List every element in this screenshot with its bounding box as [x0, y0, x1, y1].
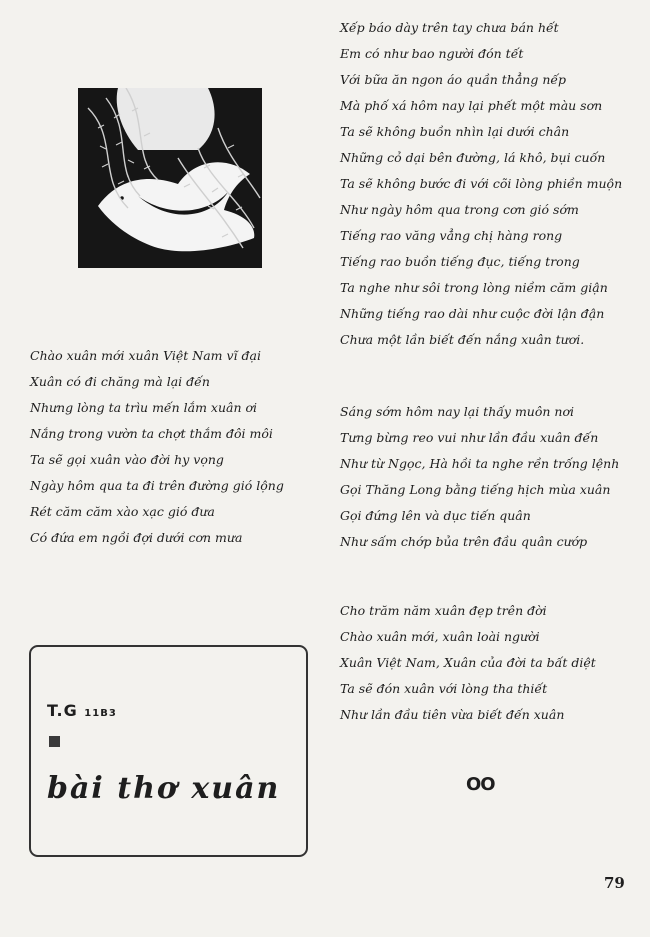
square-bullet-icon [49, 736, 60, 747]
poem-line: Tiếng rao văng vẳng chị hàng rong [340, 228, 563, 243]
poem-line: Ngày hôm qua ta đi trên đường gió lộng [30, 478, 284, 493]
poem-line: Có đứa em ngồi đợi dưới cơn mưa [30, 530, 243, 545]
poem-line: Mà phố xá hôm nay lại phết một màu sơn [340, 98, 603, 113]
poem-line: Như ngày hôm qua trong cơn gió sớm [340, 202, 579, 217]
poem-line: Xuân có đi chăng mà lại đến [30, 374, 210, 389]
poem-line: Gọi đứng lên và dục tiến quân [340, 508, 531, 523]
author-label [47, 701, 117, 720]
author-name: T.G [47, 701, 78, 720]
poem-line: Những tiếng rao dài như cuộc đời lận đận [340, 306, 605, 321]
poem-line: Với bữa ăn ngon áo quần thẳng nếp [340, 72, 567, 87]
poem-title: bài thơ xuân [47, 771, 281, 806]
poem-stanza-2 [340, 399, 640, 555]
poem-line: Ta sẽ không buồn nhìn lại dưới chân [340, 124, 570, 139]
poem-line: Ta sẽ gọi xuân vào đời hy vọng [30, 452, 224, 467]
poem-line: Như từ Ngọc, Hà hồi ta nghe rền trống lệnh [340, 456, 620, 471]
poem-line: Nhưng lòng ta trìu mến lắm xuân ơi [30, 400, 258, 415]
title-box [29, 645, 308, 857]
poem-line: Ta sẽ không bước đi với cõi lòng phiền muộn [340, 176, 623, 191]
poem-line: Cho trăm năm xuân đẹp trên đời [340, 603, 547, 618]
poem-line: Như sấm chớp bủa trên đầu quân cướp [340, 534, 588, 549]
poem-line: Như lần đầu tiên vừa biết đến xuân [340, 707, 565, 722]
poem-line: Ta nghe như sôi trong lòng niềm căm giận [340, 280, 608, 295]
poem-line: Xuân Việt Nam, Xuân của đời ta bất diệt [340, 655, 596, 670]
poem-line: Những cỏ dại bên đường, lá khô, bụi cuốn [340, 150, 606, 165]
dove-barbed-wire-icon [78, 88, 262, 268]
author-code: 11B3 [84, 708, 117, 719]
poem-line: Chưa một lần biết đến nắng xuân tươi. [340, 332, 585, 347]
poem-line: Sáng sớm hôm nay lại thấy muôn nơi [340, 404, 574, 419]
poem-line: Nắng trong vườn ta chợt thắm đôi môi [30, 426, 273, 441]
poem-stanza-3 [340, 598, 640, 728]
poem-line: Tưng bừng reo vui như lần đầu xuân đến [340, 430, 599, 445]
page-number: 79 [604, 874, 625, 892]
poem-stanza-left [30, 343, 320, 551]
poem-line: Gọi Thăng Long bằng tiếng hịch mùa xuân [340, 482, 611, 497]
poem-stanza-1 [340, 15, 640, 353]
poem-line: Xếp báo dày trên tay chưa bán hết [340, 20, 559, 35]
end-mark: OO [466, 774, 495, 795]
poem-line: Chào xuân mới, xuân loài người [340, 629, 540, 644]
poem-line: Rét căm căm xào xạc gió đưa [30, 504, 215, 519]
dove-barbed-wire-illustration [78, 88, 262, 268]
poem-line: Em có như bao người đón tết [340, 46, 524, 61]
poem-line: Tiếng rao buồn tiếng đục, tiếng trong [340, 254, 580, 269]
poem-line: Chào xuân mới xuân Việt Nam vĩ đại [30, 348, 261, 363]
poem-line: Ta sẽ đón xuân với lòng tha thiết [340, 681, 548, 696]
